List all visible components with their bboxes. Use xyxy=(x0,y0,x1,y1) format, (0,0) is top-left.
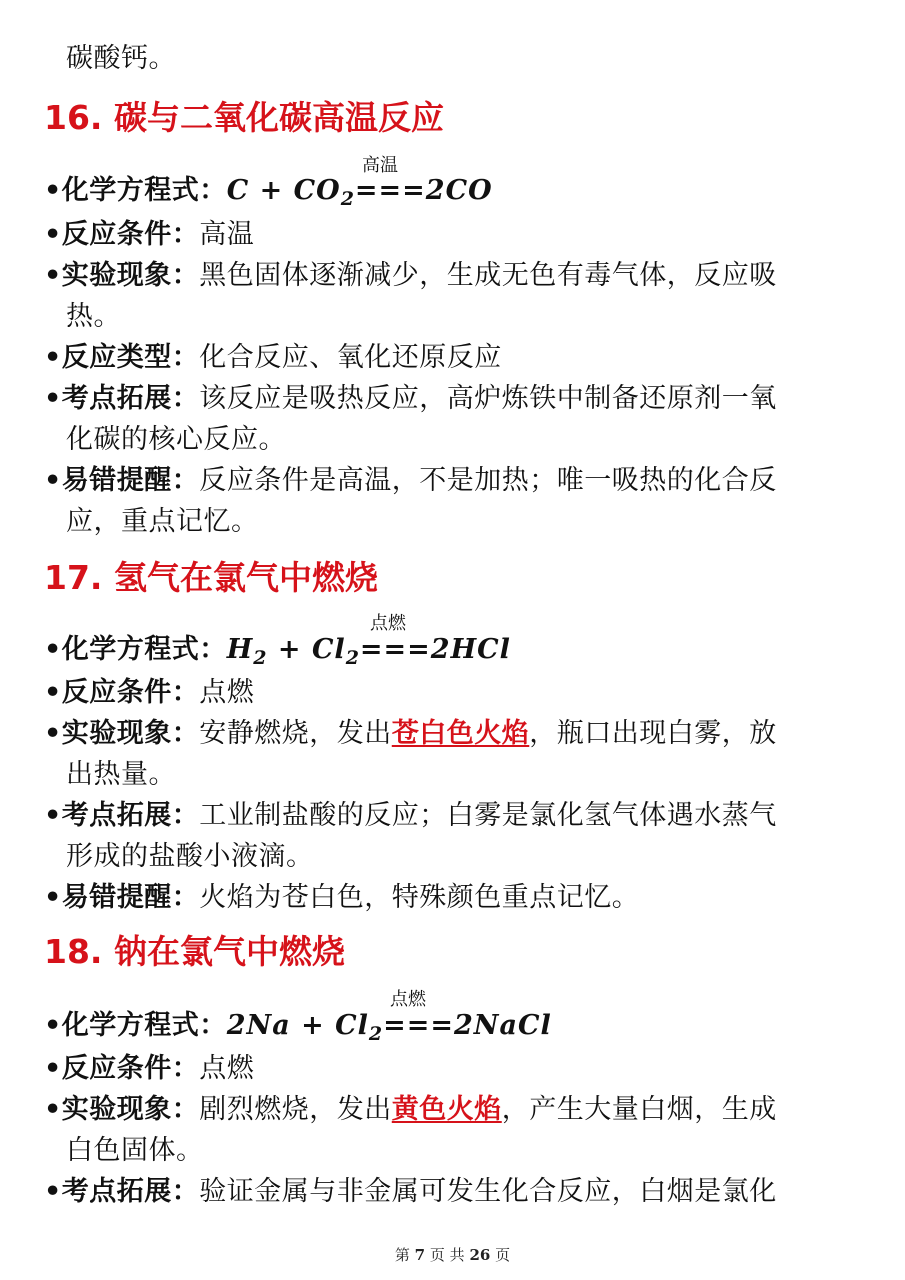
section-16-title: 16. 碳与二氧化碳高温反应 xyxy=(44,98,444,137)
section-17-title: 17. 氢气在氯气中燃烧 xyxy=(44,558,378,597)
phenomenon-label: •实验现象： xyxy=(44,718,200,749)
s16-equation-line xyxy=(44,174,493,208)
s16-phenomenon: 黑色固体逐渐减少，生成无色有毒气体，反应吸 xyxy=(199,260,777,291)
condition-label: •反应条件： xyxy=(44,1053,200,1084)
type-label: •反应类型： xyxy=(44,342,200,373)
s17-equation: $H_2 + Cl_2===2HCl$ xyxy=(226,634,511,669)
s18-phenomenon-line xyxy=(44,1093,777,1127)
s17-phenomenon-cont: 出热量。 xyxy=(66,759,176,790)
s16-phenomenon-line xyxy=(44,259,777,293)
s16-condition: 高温 xyxy=(199,219,255,250)
phenomenon-label: •实验现象： xyxy=(44,260,200,291)
equation-label: •化学方程式： xyxy=(44,1010,227,1041)
s17-mistake: 火焰为苍白色，特殊颜色重点记忆。 xyxy=(199,882,640,913)
s18-condition: 点燃 xyxy=(199,1053,255,1084)
equation-label: •化学方程式： xyxy=(44,175,227,206)
extension-label: •考点拓展： xyxy=(44,800,200,831)
s17-flame-highlight: 苍白色火焰 xyxy=(391,718,530,749)
condition-label: •反应条件： xyxy=(44,677,200,708)
s17-phenomenon-line xyxy=(44,717,777,751)
s16-phenomenon-cont: 热。 xyxy=(66,301,121,332)
section-18-title: 18. 钠在氯气中燃烧 xyxy=(44,932,345,971)
s16-condition-line xyxy=(44,218,254,252)
s16-type-line xyxy=(44,341,502,375)
s17-condition-line xyxy=(44,676,254,710)
mistake-label: •易错提醒： xyxy=(44,465,200,496)
continuation-text: 碳酸钙。 xyxy=(66,43,176,74)
equation-label: •化学方程式： xyxy=(44,634,227,665)
s18-eq-condition: 点燃 xyxy=(390,989,426,1010)
s18-extension: 验证金属与非金属可发生化合反应，白烟是氯化 xyxy=(199,1176,777,1207)
s18-equation: $2Na + Cl_2===2NaCl$ xyxy=(226,1010,552,1045)
s16-mistake-line xyxy=(44,464,777,498)
s17-extension-line xyxy=(44,799,777,833)
extension-label: •考点拓展： xyxy=(44,1176,200,1207)
s16-extension-cont: 化碳的核心反应。 xyxy=(66,424,286,455)
s18-equation-line xyxy=(44,1009,552,1043)
s17-eq-condition: 点燃 xyxy=(370,613,406,634)
s17-mistake-line xyxy=(44,881,639,915)
extension-label: •考点拓展： xyxy=(44,383,200,414)
s17-extension-cont: 形成的盐酸小液滴。 xyxy=(66,841,314,872)
s18-extension-line xyxy=(44,1175,777,1209)
s17-phenomenon-a: 安静燃烧，发出 xyxy=(199,718,392,749)
s18-phenomenon-b: ，产生大量白烟，生成 xyxy=(501,1094,777,1125)
s16-equation: $C + CO_2===2CO$ xyxy=(226,175,493,210)
s16-mistake: 反应条件是高温，不是加热；唯一吸热的化合反 xyxy=(199,465,777,496)
page-number: 7 xyxy=(414,1246,426,1264)
s17-phenomenon-b: ，瓶口出现白雾，放 xyxy=(529,718,777,749)
s18-flame-highlight: 黄色火焰 xyxy=(391,1094,502,1125)
page-footer: 第 7 页 共 26 页 xyxy=(394,1246,511,1264)
s16-extension-line xyxy=(44,382,777,416)
s17-condition: 点燃 xyxy=(199,677,255,708)
s16-extension: 该反应是吸热反应，高炉炼铁中制备还原剂一氧 xyxy=(199,383,777,414)
s17-extension: 工业制盐酸的反应；白雾是氯化氢气体遇水蒸气 xyxy=(199,800,777,831)
phenomenon-label: •实验现象： xyxy=(44,1094,200,1125)
s18-phenomenon-a: 剧烈燃烧，发出 xyxy=(199,1094,392,1125)
mistake-label: •易错提醒： xyxy=(44,882,200,913)
s16-type: 化合反应、氧化还原反应 xyxy=(199,342,502,373)
total-pages: 26 xyxy=(469,1246,491,1264)
s18-phenomenon-cont: 白色固体。 xyxy=(66,1135,204,1166)
s16-eq-condition: 高温 xyxy=(362,155,398,176)
s16-mistake-cont: 应，重点记忆。 xyxy=(66,506,259,537)
s17-equation-line xyxy=(44,633,511,667)
condition-label: •反应条件： xyxy=(44,219,200,250)
s18-condition-line xyxy=(44,1052,254,1086)
